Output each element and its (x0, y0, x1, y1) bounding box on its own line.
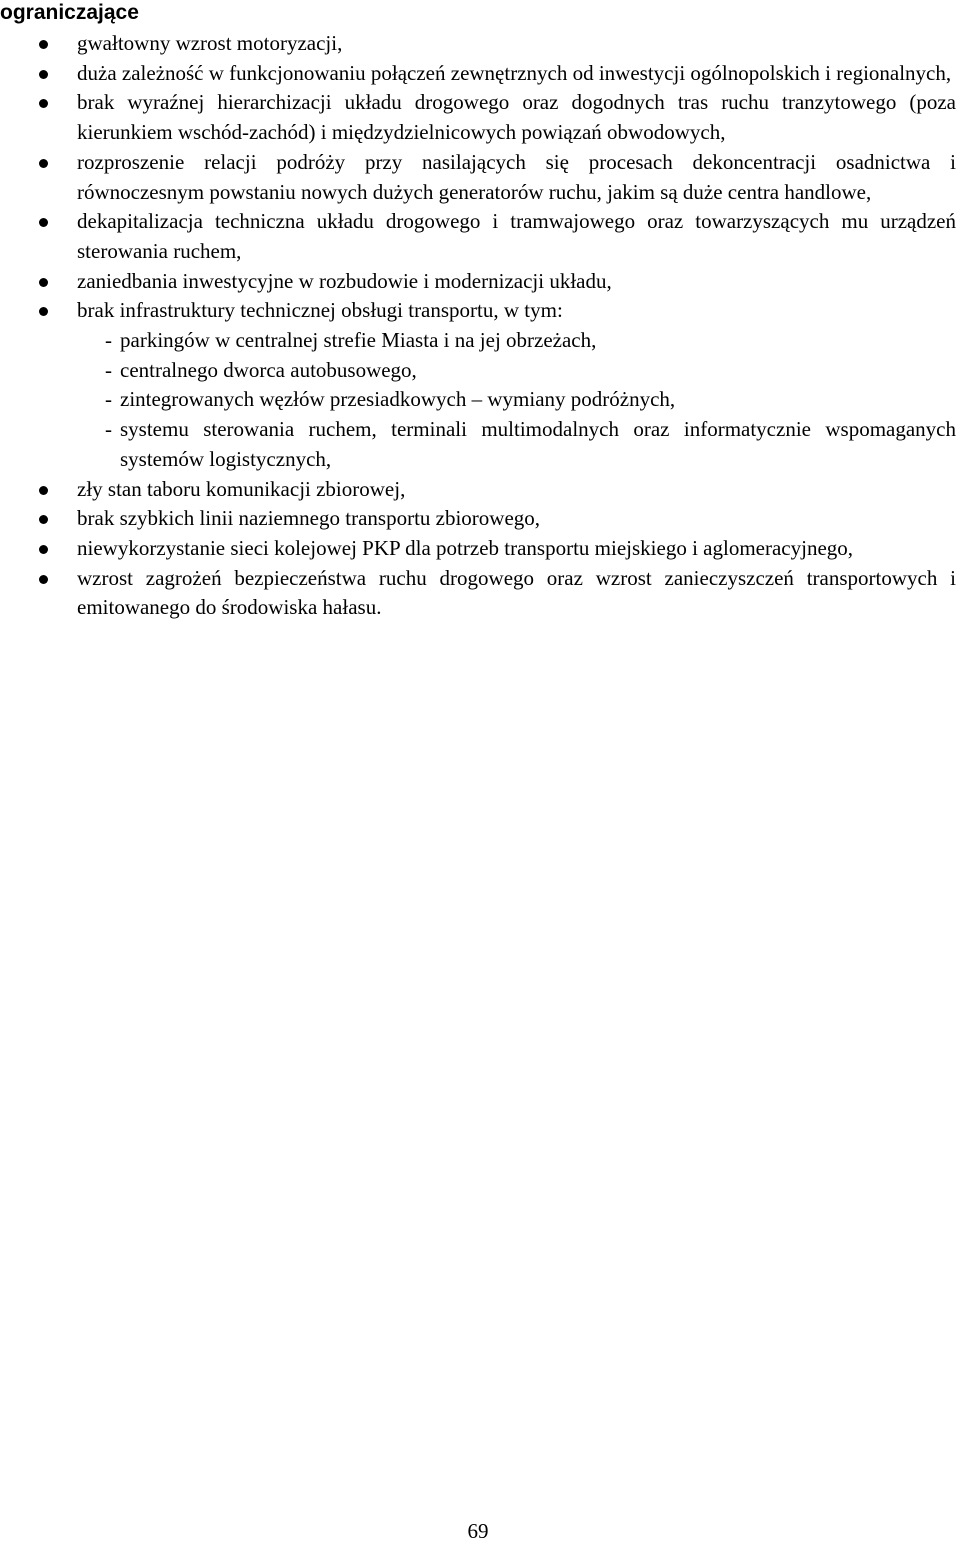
list-item-text: zaniedbania inwestycyjne w rozbudowie i modernizacji układu, (77, 268, 612, 293)
sub-list-item (77, 326, 956, 356)
page-number: 69 (467, 1519, 489, 1543)
dash-marker: - (105, 417, 112, 442)
sub-list-item-text: centralnego dworca autobusowego, (120, 357, 417, 382)
sub-list-item (77, 415, 956, 474)
dash-marker: - (105, 357, 112, 382)
section-heading: ograniczające (0, 1, 139, 24)
list-item (0, 29, 956, 59)
list-item (0, 534, 956, 564)
list-item (0, 296, 956, 474)
list-item-text: rozproszenie relacji podróży przy nasilających się procesach dekoncentracji osadnictwa i równoczesnym powstaniu nowych dużych generatorów ruchu, jakim są duże centra handlowe, (77, 149, 956, 204)
list-item (0, 88, 956, 147)
bullet-icon (39, 545, 48, 554)
list-item-text: brak infrastruktury technicznej obsługi transportu, w tym: (77, 298, 563, 323)
bullet-icon (39, 278, 48, 287)
bullet-icon (39, 99, 48, 108)
bullet-icon (39, 307, 48, 316)
list-item (0, 504, 956, 534)
list-item-text: zły stan taboru komunikacji zbiorowej, (77, 476, 406, 501)
list-item-text: niewykorzystanie sieci kolejowej PKP dla potrzeb transportu miejskiego i aglomeracyjnego, (77, 535, 854, 560)
bullet-icon (39, 515, 48, 524)
bullet-icon (39, 159, 48, 168)
list-item-text: wzrost zagrożeń bezpieczeństwa ruchu drogowego oraz wzrost zanieczyszczeń transportowych i emitowanego do środowiska hałasu. (77, 565, 956, 620)
bullet-icon (39, 40, 48, 49)
sub-list-item-text: parkingów w centralnej strefie Miasta i na jej obrzeżach, (120, 328, 597, 353)
list-item-text: brak wyraźnej hierarchizacji układu drogowego oraz dogodnych tras ruchu tranzytowego (poza kierunkiem wschód-zachód) i międzydzielnicowych powiązań obwodowych, (77, 90, 956, 145)
sub-list-item (77, 356, 956, 386)
list-item-text: dekapitalizacja techniczna układu drogowego i tramwajowego oraz towarzyszących mu urządzeń sterowania ruchem, (77, 209, 956, 263)
infrastructure-sub-list (77, 326, 956, 475)
list-item (0, 207, 956, 266)
sub-list-item-text: systemu sterowania ruchem, terminali multimodalnych oraz informatycznie wspomaganych systemów logistycznych, (120, 417, 956, 471)
bullet-icon (39, 70, 48, 79)
bullet-icon (39, 575, 48, 584)
list-item (0, 475, 956, 505)
dash-marker: - (105, 387, 112, 412)
bullet-icon (39, 486, 48, 495)
list-item-text: duża zależność w funkcjonowaniu połączeń zewnętrznych od inwestycji ogólnopolskich i regionalnych, (77, 60, 952, 85)
sub-list-item (77, 385, 956, 415)
list-item (0, 564, 956, 623)
dash-marker: - (105, 328, 112, 353)
list-item (0, 59, 956, 89)
list-item-text: gwałtowny wzrost motoryzacji, (77, 31, 343, 55)
sub-list-item-text: zintegrowanych węzłów przesiadkowych – wymiany podróżnych, (120, 387, 676, 412)
constraints-list (0, 29, 956, 623)
list-item (0, 148, 956, 207)
list-item-text: brak szybkich linii naziemnego transportu zbiorowego, (77, 506, 541, 531)
bullet-icon (39, 218, 48, 227)
list-item (0, 267, 956, 297)
